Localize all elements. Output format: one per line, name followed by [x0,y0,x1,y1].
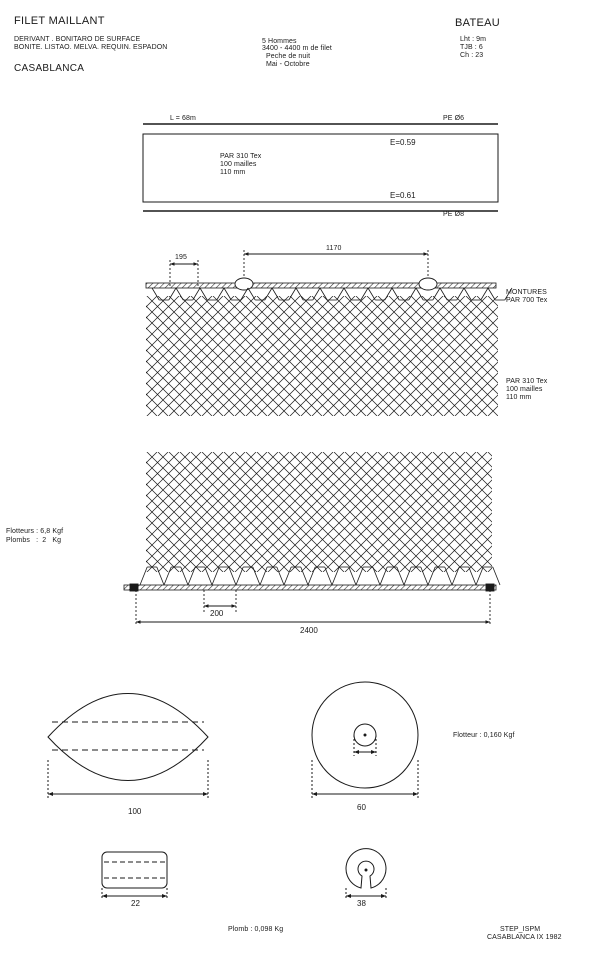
mounting-line [464,288,471,300]
mesh-strand [521,452,600,572]
float-side-view [48,694,208,799]
float-marker-2 [419,278,437,290]
mesh-strand [576,296,600,416]
drawing-title: FILET MAILLANT [14,15,105,27]
mesh-strand [499,296,600,416]
sinker-marker-2 [486,584,494,591]
float-marker-1 [235,278,253,290]
mesh-strand [488,452,600,572]
mesh-strand [554,452,600,572]
mounting-line [428,567,435,585]
mesh-strand [565,452,600,572]
mesh-strand [37,452,157,572]
crew-line-2: 3400 - 4400 m de filet [262,45,332,52]
detail-net-spec-2: 100 mailles [506,386,543,393]
mounting-line [445,567,452,585]
mesh-strand [565,296,600,416]
mesh-strand [532,296,600,416]
sinker-side-view [102,852,167,900]
mounting-line [416,288,423,300]
mounting-line [229,567,236,585]
mounting-line [505,288,512,300]
mesh-strand [543,296,600,416]
overview-schematic [143,124,498,211]
mesh-strand [37,296,157,416]
boat-line-1: Lht : 9m [460,36,487,43]
mesh-strand [499,452,600,572]
mesh-strand [510,296,600,416]
mesh-strand [532,452,600,572]
mesh-strand [488,296,600,416]
mesh-strand [26,452,146,572]
place-name: CASABLANCA [14,63,85,74]
overview-net-panel [143,134,498,202]
float-buoyancy-label: Flotteur : 0,160 Kgf [453,732,515,739]
mesh-strand [510,452,600,572]
mounting-line [409,288,416,300]
mounting-line [332,567,339,585]
montures-label-2: PAR 700 Tex [506,297,548,304]
mounting-line [493,567,500,585]
total-length-label: 2400 [300,626,318,635]
float-diameter-label: 60 [357,803,366,812]
crew-line-1: 5 Hommes [262,38,297,45]
mesh-strand [565,296,600,416]
mesh-strand [576,452,600,572]
mesh-strand [521,296,600,416]
mounting-line [488,288,495,300]
mesh-panel-top [26,296,600,416]
mounting-line [337,288,344,300]
montures-label-1: MONTURES [506,289,547,296]
mesh-strand [576,452,600,572]
footer-line-2: CASABLANCA IX 1982 [487,934,562,941]
headrope-label: PE Ø6 [443,115,465,122]
detail-bottom-assembly [26,452,600,626]
sinker-front-view [346,849,386,900]
detail-net-spec-1: PAR 310 Tex [506,378,548,385]
header-line-2: BONITE. LISTAO. MELVA. REQUIN. ESPADON [14,44,168,51]
mounting-line [452,567,459,585]
mounting-line [301,567,308,585]
mesh-strand [26,296,146,416]
mesh-strand [477,452,597,572]
boat-line-2: TJB : 6 [460,44,483,51]
mounting-line [265,288,272,300]
mesh-strand [37,296,157,416]
mounting-line [152,288,159,300]
overview-net-spec-3: 110 mm [220,169,246,176]
mounting-line [320,288,327,300]
mesh-strand [554,452,600,572]
mesh-strand [587,452,600,572]
mounting-line [284,567,291,585]
mesh-strand [543,452,600,572]
detail-net-spec-3: 110 mm [506,394,532,401]
sinker-diameter-label: 38 [357,899,366,908]
hanging-ratio-bottom: E=0.61 [390,191,416,200]
mesh-strand [488,452,600,572]
mesh-strand [587,296,600,416]
sinker-marker-1 [130,584,138,591]
mounting-line [277,567,284,585]
mounting-line [469,567,476,585]
mounting-line [140,567,147,585]
mesh-strand [587,296,600,416]
mesh-strand [543,452,600,572]
mesh-strand [37,452,157,572]
detail-headrope [146,283,496,288]
mesh-strand [26,296,146,416]
mesh-strand [499,452,600,572]
sinker-length-label: 22 [131,899,140,908]
float-spacing-small-label: 195 [175,254,187,261]
detail-footrope [124,585,496,590]
mesh-strand [554,296,600,416]
mounting-lines-top [152,288,512,300]
mounting-line [164,567,171,585]
float-length-label: 100 [128,807,142,816]
mounting-line [188,567,195,585]
mesh-strand [532,296,600,416]
net-length-label: L = 68m [170,115,196,122]
mesh-strand [499,296,600,416]
footrope-label: PE Ø8 [443,211,465,218]
mesh-strand [587,452,600,572]
mounting-line [224,288,231,300]
mounting-line [433,288,440,300]
detail-top-assembly [26,250,600,416]
mounting-line [169,288,176,300]
mesh-strand [488,296,600,416]
crew-line-3: Peche de nuit [266,53,311,60]
hanging-ratio-top: E=0.59 [390,138,416,147]
mounting-line [260,567,267,585]
mounting-line [296,288,303,300]
mounting-line [181,567,188,585]
mounting-line [361,288,368,300]
footer-line-1: STEP_ISPM [500,926,541,933]
mounting-line [205,567,212,585]
boat-line-3: Ch : 23 [460,52,484,59]
mesh-strand [510,296,600,416]
sinkers-weight-label: Plombs : 2 Kg [6,537,62,544]
mesh-strand [565,452,600,572]
sinker-spacing-label: 200 [210,609,224,618]
mesh-strand [477,452,597,572]
mesh-strand [26,452,146,572]
mounting-line [373,567,380,585]
float-spacing-large-label: 1170 [326,245,342,252]
mesh-strand [510,452,600,572]
sinker-weight-label: Plomb : 0,098 Kg [228,926,284,933]
mesh-strand [532,452,600,572]
mounting-line [380,567,387,585]
mesh-strand [543,296,600,416]
mesh-panel-bottom [26,452,600,572]
mounting-line [392,288,399,300]
floats-weight-label: Flotteurs : 6,8 Kgf [6,528,64,535]
boat-title: BATEAU [455,17,500,29]
mesh-strand [521,452,600,572]
overview-net-spec-1: PAR 310 Tex [220,153,262,160]
float-front-view [312,682,418,798]
crew-line-4: Mai - Octobre [266,61,310,68]
mesh-strand [554,296,600,416]
mounting-line [356,567,363,585]
mounting-line [397,567,404,585]
mounting-line [200,288,207,300]
mesh-strand [576,296,600,416]
overview-net-spec-2: 100 mailles [220,161,257,168]
mesh-strand [521,296,600,416]
header-line-1: DERIVANT . BONITARO DE SURFACE [14,36,141,43]
